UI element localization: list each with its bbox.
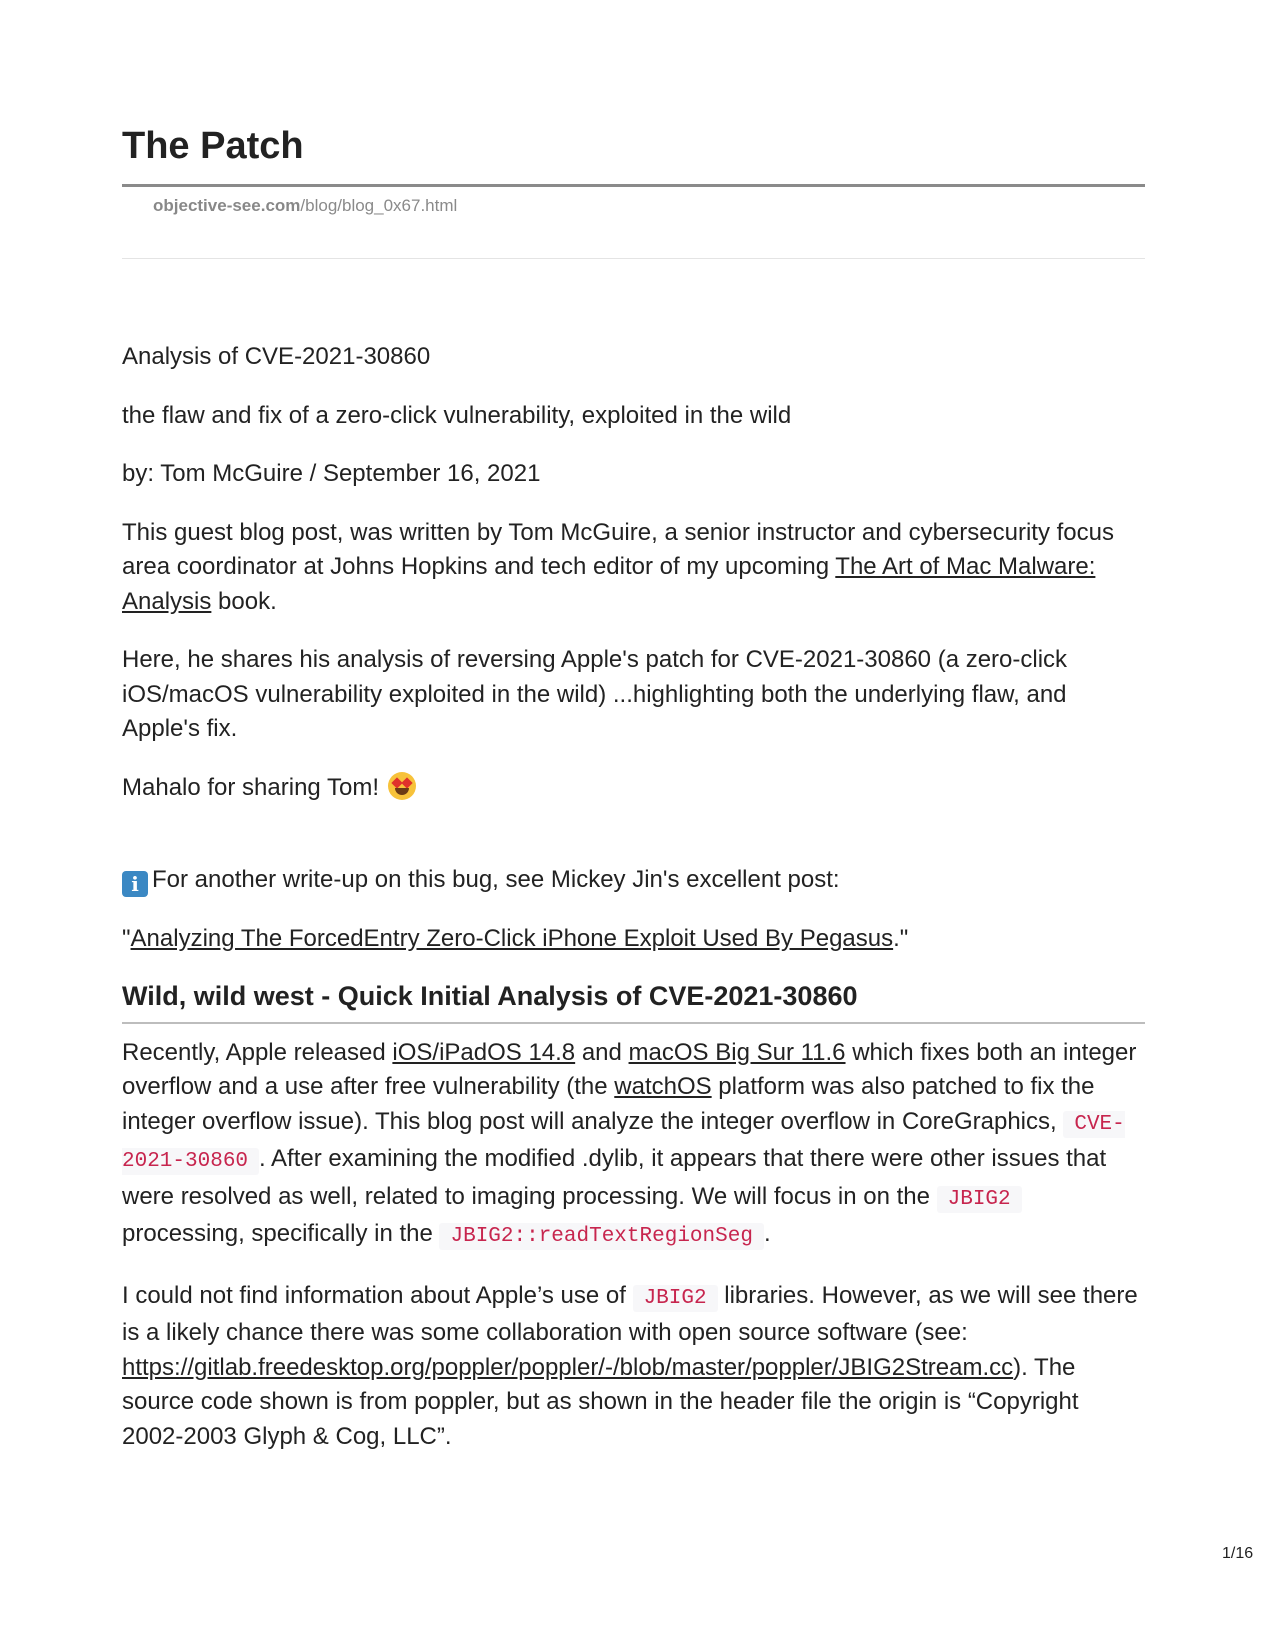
quote-open: " bbox=[122, 924, 131, 952]
text-run: ). The source code shown is from poppler, but as shown in the header file the origin is “Copyright 2002-2003 Glyph & Cog, LLC”. bbox=[122, 1353, 1079, 1450]
related-post bbox=[122, 922, 1145, 957]
text-run: libraries. However, as we will see there is a likely chance there was some collaboration with open source software (see: bbox=[122, 1281, 1138, 1347]
analysis-paragraph: Here, he shares his analysis of reversing Apple's patch for CVE-2021-30860 (a zero-click iOS/macOS vulnerability exploited in the wild) ...highlighting both the underlying flaw, and Apple's fix. bbox=[122, 646, 1068, 742]
article-byline: by: Tom McGuire / September 16, 2021 bbox=[122, 460, 541, 487]
source-path: /blog/blog_0x67.html bbox=[300, 196, 458, 215]
source-url[interactable] bbox=[153, 196, 457, 216]
ios-link[interactable]: iOS/iPadOS 14.8 bbox=[392, 1038, 576, 1066]
quote-close: ." bbox=[893, 924, 909, 952]
source-paragraph bbox=[122, 1279, 1145, 1455]
title-divider bbox=[122, 184, 1145, 187]
related-post-link[interactable]: Analyzing The ForcedEntry Zero-Click iPhone Exploit Used By Pegasus bbox=[130, 924, 894, 952]
article-body bbox=[122, 340, 1145, 1478]
page-number: 1/16 bbox=[1222, 1545, 1254, 1562]
text-run: Recently, Apple released bbox=[122, 1038, 393, 1066]
release-paragraph bbox=[122, 1036, 1145, 1255]
article-subtitle: the flaw and fix of a zero-click vulnerability, exploited in the wild bbox=[122, 401, 792, 429]
thanks-text: Mahalo for sharing Tom! bbox=[122, 773, 386, 801]
page-title: The Patch bbox=[122, 125, 304, 167]
information-icon: i bbox=[122, 871, 148, 897]
macos-link[interactable]: macOS Big Sur 11.6 bbox=[628, 1038, 846, 1066]
text-run: I could not find information about Apple’s use of bbox=[122, 1281, 633, 1309]
section-heading: Wild, wild west - Quick Initial Analysis of CVE-2021-30860 bbox=[122, 980, 1145, 1024]
star-struck-emoji-icon bbox=[388, 772, 416, 800]
text-run: processing, specifically in the bbox=[122, 1220, 440, 1248]
text-run: which fixes both an integer overflow and a use after free vulnerability (the bbox=[122, 1038, 1137, 1101]
text-run: and bbox=[575, 1038, 629, 1066]
guest-text-end: book. bbox=[211, 587, 277, 615]
guest-text: This guest blog post, was written by Tom McGuire, a senior instructor and cybersecurity focus area coordinator at Johns Hopkins and tech editor of my upcoming bbox=[122, 518, 1114, 580]
book-link[interactable]: The Art of Mac Malware: Analysis bbox=[122, 553, 1096, 615]
cve-code: CVE-2021-30860 bbox=[122, 1112, 1125, 1174]
text-run: platform was also patched to fix the integer overflow issue). This blog post will analyze the integer overflow in CoreGraphics, bbox=[122, 1073, 1095, 1135]
jbig2-code: JBIG2 bbox=[937, 1186, 1022, 1213]
info-note bbox=[122, 863, 1145, 898]
poppler-source-link[interactable]: https://gitlab.freedesktop.org/poppler/poppler/-/blob/master/poppler/JBIG2Stream.cc bbox=[122, 1353, 1014, 1381]
header-divider bbox=[122, 258, 1145, 259]
article-headline: Analysis of CVE-2021-30860 bbox=[122, 343, 431, 370]
text-run: . bbox=[763, 1220, 771, 1248]
function-code: JBIG2::readTextRegionSeg bbox=[439, 1223, 763, 1250]
watchos-link[interactable]: watchOS bbox=[614, 1073, 712, 1101]
source-domain: objective-see.com bbox=[153, 196, 301, 215]
spacer bbox=[122, 829, 1145, 863]
info-note-text: For another write-up on this bug, see Mickey Jin's excellent post: bbox=[152, 866, 840, 893]
text-run: . After examining the modified .dylib, it appears that there were other issues that were resolved as well, related to imaging processing. We will focus in on the bbox=[122, 1145, 1107, 1210]
thanks-paragraph bbox=[122, 771, 1145, 806]
jbig2-code: JBIG2 bbox=[633, 1285, 718, 1312]
guest-post-paragraph bbox=[122, 516, 1145, 620]
